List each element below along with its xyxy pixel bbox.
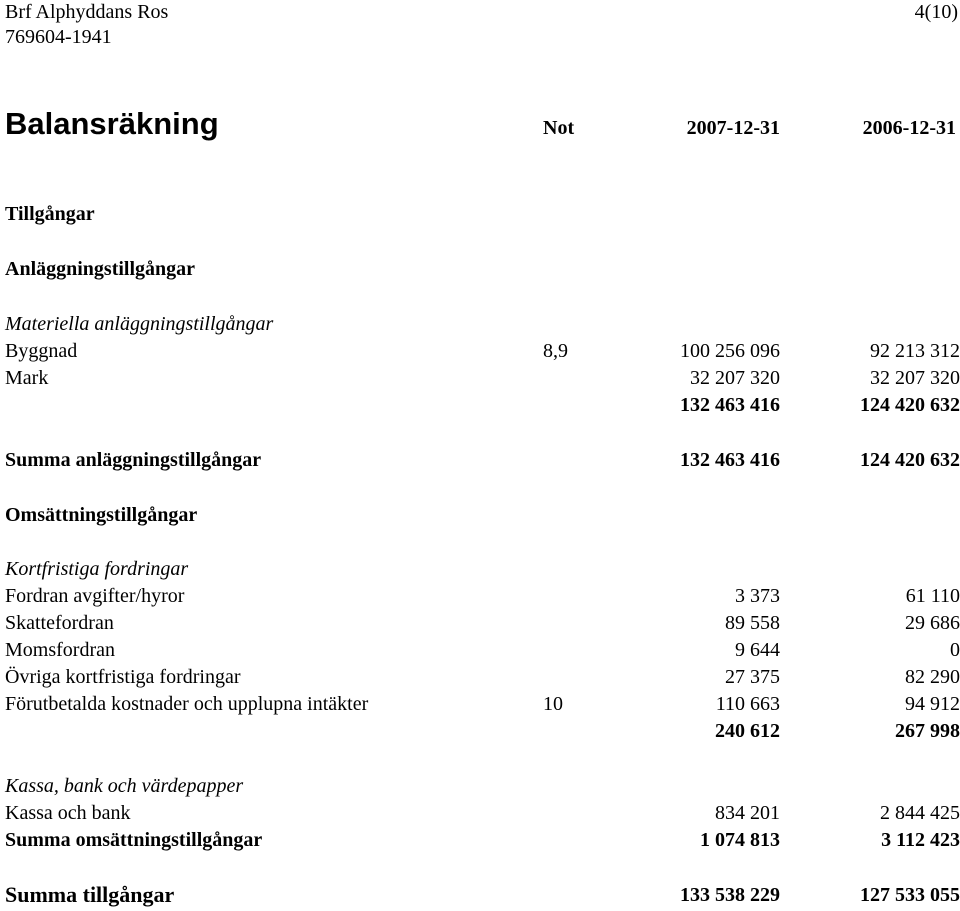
sum-current-assets-previous: 3 112 423 [881, 829, 960, 851]
row-previous-value: 2 844 425 [880, 802, 960, 824]
subtotal-previous-value: 124 420 632 [860, 394, 960, 416]
row-previous-value: 61 110 [905, 585, 960, 607]
row-label: Byggnad [5, 340, 78, 362]
sum-assets-label: Summa tillgångar [5, 882, 175, 907]
row-current-value: 89 558 [725, 612, 780, 634]
row-previous-value: 32 207 320 [870, 367, 960, 389]
organization-name: Brf Alphyddans Ros [5, 1, 169, 23]
subtotal-previous-value: 267 998 [895, 720, 960, 742]
subsection-short-receivables: Kortfristiga fordringar [5, 558, 189, 580]
column-header-previous: 2006-12-31 [862, 117, 956, 139]
row-previous-value: 94 912 [905, 693, 960, 715]
row-label: Momsfordran [5, 639, 115, 661]
subsection-tangible-assets: Materiella anläggningstillgångar [5, 313, 274, 335]
organization-number: 769604-1941 [5, 26, 112, 48]
column-header-current: 2007-12-31 [686, 117, 780, 139]
page-title: Balansräkning [5, 106, 219, 141]
row-current-value: 27 375 [725, 666, 780, 688]
row-current-value: 100 256 096 [680, 340, 780, 362]
section-assets: Tillgångar [5, 203, 95, 225]
sum-current-assets-label: Summa omsättningstillgångar [5, 829, 263, 851]
row-note: 8,9 [543, 340, 568, 362]
row-label: Mark [5, 367, 49, 389]
row-label: Övriga kortfristiga fordringar [5, 666, 241, 688]
row-label: Skattefordran [5, 612, 114, 634]
subtotal-current-value: 132 463 416 [680, 394, 780, 416]
row-note: 10 [543, 693, 563, 715]
row-label: Förutbetalda kostnader och upplupna intäkter [5, 693, 369, 715]
sum-fixed-assets-label: Summa anläggningstillgångar [5, 449, 262, 471]
row-previous-value: 0 [950, 639, 960, 661]
page-number: 4(10) [914, 1, 958, 23]
row-previous-value: 92 213 312 [870, 340, 960, 362]
row-current-value: 9 644 [735, 639, 780, 661]
sum-assets-current: 133 538 229 [680, 884, 780, 906]
row-label: Kassa och bank [5, 802, 131, 824]
row-previous-value: 82 290 [905, 666, 960, 688]
section-fixed-assets: Anläggningstillgångar [5, 258, 196, 280]
sum-fixed-assets-current: 132 463 416 [680, 449, 780, 471]
sum-fixed-assets-previous: 124 420 632 [860, 449, 960, 471]
sum-assets-previous: 127 533 055 [860, 884, 960, 906]
row-current-value: 32 207 320 [690, 367, 780, 389]
sum-current-assets-current: 1 074 813 [700, 829, 780, 851]
row-current-value: 3 373 [735, 585, 780, 607]
subtotal-current-value: 240 612 [715, 720, 780, 742]
row-current-value: 110 663 [715, 693, 780, 715]
subsection-cash-bank: Kassa, bank och värdepapper [5, 775, 244, 797]
column-header-note: Not [543, 117, 575, 139]
section-current-assets: Omsättningstillgångar [5, 504, 198, 526]
row-previous-value: 29 686 [905, 612, 960, 634]
row-label: Fordran avgifter/hyror [5, 585, 185, 607]
row-current-value: 834 201 [715, 802, 780, 824]
